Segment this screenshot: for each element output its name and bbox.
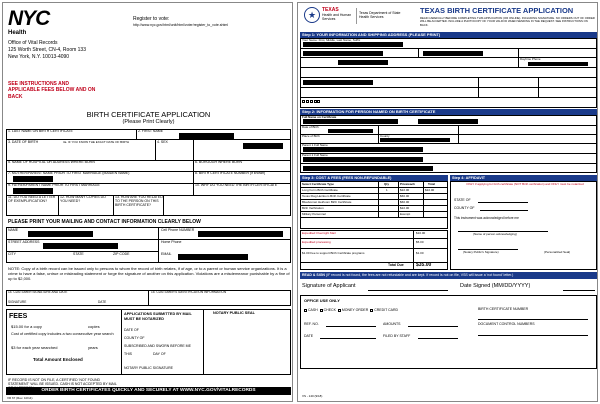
step1-checkboxes[interactable]: [302, 99, 320, 103]
customer-signature: 14. CUSTOMER SIGNATURE AND DATE: [8, 290, 68, 294]
fee-search-note: Cost of certified copy includes a two consecutive year search: [11, 332, 114, 336]
step2-county-field[interactable]: County: [380, 134, 390, 138]
notary-county: COUNTY OF: [124, 336, 145, 340]
nyc-form-number: VR 67 (Rev. 10/14): [7, 396, 33, 400]
nyc-logo-sub: Health: [8, 30, 27, 36]
date-label[interactable]: DATE: [98, 300, 107, 304]
affidavit-sworn: This instrument was acknowledged before me: [454, 216, 519, 220]
field-certificate-number[interactable]: 8. BIRTH CERTIFICATE NUMBER (if known): [195, 171, 266, 175]
col-cert-type: Select Certificate Type: [302, 181, 334, 186]
agency-line-3: Texas Department of State: [359, 11, 401, 15]
fee-copy: $15.00 for a copy: [11, 324, 42, 329]
cell-phone[interactable]: Cell Phone NUMBER: [161, 228, 195, 232]
mailing-city[interactable]: CITY: [8, 252, 16, 256]
mailing-state[interactable]: STATE: [73, 252, 84, 256]
cert-military[interactable]: Military Personnel: [302, 211, 326, 216]
payment-options[interactable]: [304, 308, 398, 312]
date-signed[interactable]: Date Signed (MM/DD/YYYY): [460, 283, 531, 289]
office-city: New York, N.Y. 10013-4090: [8, 54, 70, 60]
texas-birth-certificate-form: [297, 2, 598, 402]
home-phone[interactable]: Home Phone: [161, 240, 182, 244]
step1-name-field[interactable]: Your Name: First, Middle, Last Name, Suffix: [302, 38, 361, 42]
mailing-street[interactable]: STREET ADDRESS: [8, 240, 40, 244]
cert-long-form-qty[interactable]: 1: [386, 187, 388, 192]
ship-expedited-price: $5.00: [416, 240, 424, 244]
fee-years-unit: years: [88, 345, 98, 350]
field-hospital[interactable]: 5. NAME OF HOSPITAL OR ADDRESS WHERE BORN: [8, 160, 95, 164]
cert-number[interactable]: BIRTH CERTIFICATE NUMBER: [478, 307, 529, 311]
footer-bar: [6, 387, 291, 395]
field-reason[interactable]: 10. WHY DO YOU NEED THE BIRTH CERTIFICATE: [195, 183, 278, 187]
affidavit-notary: (Notary Public's Signature): [463, 250, 499, 254]
total-due-label: Total Due: [388, 263, 404, 267]
step4-heading: Step 4: AFFIDAVIT: [452, 176, 486, 180]
read-sign-bar: [300, 272, 597, 279]
step2-dob-field[interactable]: Date of Birth: [302, 125, 319, 129]
notary-day: DAY OF: [153, 352, 166, 356]
ship-donation-price: $1.00: [416, 251, 424, 255]
col-qty: Qty: [384, 181, 390, 186]
office-use-box: [300, 295, 597, 369]
cert-long-form-total: $22.00: [425, 187, 435, 192]
cert-long-form-price: $22.00: [400, 187, 410, 192]
read-sign-label: READ & SIGN: [302, 273, 325, 277]
step3-heading: Step 3: COST & FEES (FEES NON-REFUNDABLE): [302, 176, 392, 180]
register-label: Register to vote:: [133, 16, 170, 22]
mail-notarized: APPLICATIONS SUBMITTED BY MAIL MUST BE NOTARIZED: [124, 312, 192, 321]
cert-bluebonnet-price: $60.00: [400, 199, 410, 204]
notary-subscribed: SUBSCRIBED AND SWORN BEFORE ME: [124, 344, 191, 348]
cert-texas-flag-price: $60.00: [400, 193, 410, 198]
field-sex[interactable]: 4. SEX: [157, 140, 168, 144]
texas-seal-icon: ★: [304, 7, 320, 23]
fee-copies: copies: [88, 324, 100, 329]
office-use-heading: OFFICE USE ONLY: [304, 298, 340, 303]
step1-heading: Step 1: YOUR INFORMATION AND SHIPPING ADDRESS (PLEASE PRINT): [302, 32, 441, 37]
field-exemplification[interactable]: 11. DO YOU NEED A LETTER OF EXEMPLIFICATION?: [8, 195, 56, 203]
applicant-signature[interactable]: Signature of Applicant: [302, 283, 356, 289]
office-date[interactable]: DATE: [304, 334, 314, 338]
field-father-name[interactable]: 9. FATHER/PARENT NAME PRIOR TO FIRST MARRIAGE: [8, 183, 100, 187]
cert-verification[interactable]: Birth Verification: [302, 205, 324, 210]
cert-bluebonnet[interactable]: Bluebonnet Heirloom Birth Certificate: [302, 199, 352, 204]
affidavit-person: (Name of person acknowledging): [473, 232, 518, 236]
field-last-name[interactable]: 1. LAST NAME ON BIRTH CERTIFICATE: [8, 129, 73, 133]
affidavit-note: ONLY if applying for birth certificate (NOT Birth verification) and ONLY must be notarized: [466, 182, 584, 186]
nyc-birth-certificate-form: [2, 2, 293, 402]
cert-verification-price: $22.00: [400, 205, 410, 210]
form-title: BIRTH CERTIFICATE APPLICATION: [86, 110, 211, 119]
register-url[interactable]: http://www.nyc.gov/html/unit/html/voter/register_to_vote.shtml: [133, 23, 229, 27]
cert-military-price: Exempt: [400, 211, 411, 216]
notary-signature: NOTARY PUBLIC SIGNATURE: [124, 366, 173, 370]
ship-donation[interactable]: $1.00 Fee to support Birth Certificate programs: [302, 251, 365, 255]
field-borough[interactable]: 6. BOROUGH WHERE BORN: [195, 160, 243, 164]
office-address: 125 Worth Street, CN-4, Room 133: [8, 47, 86, 53]
fee-total: Total Amount Enclosed: [33, 357, 83, 362]
field-date-of-birth[interactable]: 3. DATE OF BIRTH: [8, 140, 39, 144]
form-subtitle: (Please Print Clearly): [122, 119, 175, 125]
affidavit-seal: (Personalized Seal): [544, 250, 571, 254]
affidavit-state[interactable]: STATE OF: [454, 198, 471, 202]
step2-heading: Step 2: INFORMATION FOR PERSON NAMED ON BIRTH CERTIFICATE: [302, 109, 436, 114]
total-due-value: $35.00: [416, 262, 432, 268]
step1-phone-field[interactable]: Daytime Phone: [520, 57, 541, 61]
field-mother-name[interactable]: 7. MOTHER/PARENT NAME PRIOR TO FIRST MARRIAGE (MAIDEN NAME): [8, 171, 130, 175]
not-found-note: IF RECORD IS NOT ON FILE, A CERTIFIED 'NOT FOUND STATEMENT' WILL BE ISSUED. CASH IS NOT ACCEPTED BY MAIL: [8, 378, 117, 387]
fees-heading: FEES: [9, 313, 28, 320]
signature-label[interactable]: SIGNATURE: [8, 300, 27, 304]
customer-id: 15. CUSTOMER'S IDENTIFICATION INFORMATION: [151, 290, 227, 294]
step2-name-field[interactable]: Full Name on Certificate: [302, 115, 337, 119]
see-instructions: SEE INSTRUCTIONS AND APPLICABLE FEES BELOW AND ON BACK: [8, 81, 96, 100]
cert-long-form[interactable]: Long Form Birth Certificate: [302, 187, 338, 192]
tx-warning: READ CAREFULLY BEFORE COMPLETING THIS APPLICATION (OR ONLINE). INCLUDING SIGNATURE. NO ORDERS OUT OF ORDER WILL BE ACCEPTED. INCLUDE A PHOTOCOPY OF YOUR VALID ID WHEN SENDING IN THE REQUEST. SEE INSTRUCTIONS ON BACK.: [420, 16, 595, 27]
step2-place-field[interactable]: Place of Birth: [302, 134, 320, 138]
col-total: Total: [428, 181, 435, 186]
field-copies[interactable]: 12. HOW MANY COPIES DO YOU NEED?: [60, 195, 106, 203]
pay-check[interactable]: CHECK: [323, 308, 336, 312]
ship-expedited[interactable]: Expedited processing: [302, 240, 331, 244]
email-field[interactable]: EMAIL: [161, 252, 172, 256]
cert-texas-flag[interactable]: Texas Flag Heirloom Birth Certificate: [302, 193, 351, 198]
field-first-name[interactable]: 2. FIRST NAME: [138, 129, 164, 133]
notary-seal: NOTARY PUBLIC SEAL: [213, 311, 255, 315]
mailing-heading: PLEASE PRINT YOUR MAILING AND CONTACT INFORMATION CLEARLY BELOW: [8, 219, 201, 225]
field-relationship[interactable]: 13. HOW ARE YOU RELATED TO THE PERSON ON THIS BIRTH CERTIFICATE?: [115, 195, 163, 207]
nyc-logo: NYC: [8, 7, 50, 30]
agency-line-1: Health and Human: [322, 13, 352, 17]
notary-date: DATE OF: [124, 328, 139, 332]
field-exact-date: 3a. IF YOU KNOW THE EXACT DATE OF BIRTH: [63, 140, 130, 144]
tx-form-title: TEXAS BIRTH CERTIFICATE APPLICATION: [420, 6, 574, 15]
ref-number[interactable]: REF. NO.: [304, 322, 319, 326]
agency-line-4: Health Services: [359, 15, 384, 19]
parent2-field[interactable]: Parent 2 Full Name: [302, 153, 328, 157]
pay-cash[interactable]: CASH: [307, 308, 318, 312]
doc-control[interactable]: DOCUMENT CONTROL NUMBERS: [478, 322, 535, 326]
fee-years: $3 for each year searched: [11, 345, 58, 350]
agency-line-2: Services: [322, 17, 336, 21]
ship-overnight[interactable]: Expedited Overnight Mail: [302, 231, 336, 235]
notary-this: THIS: [124, 352, 132, 356]
texas-seal-name: TEXAS: [322, 7, 339, 13]
mailing-name[interactable]: NAME: [8, 228, 19, 232]
pay-money-order[interactable]: MONEY ORDER: [341, 308, 369, 312]
affidavit-county[interactable]: COUNTY OF: [454, 206, 475, 210]
mailing-zip[interactable]: ZIP CODE: [113, 252, 130, 256]
pay-credit-card[interactable]: CREDIT CARD: [374, 308, 399, 312]
filed-by-staff[interactable]: FILED BY STAFF: [383, 334, 411, 338]
footer-text[interactable]: ORDER BIRTH CERTIFICATES QUICKLY AND SECURELY AT WWW.NYC.GOV/VITALRECORDS: [41, 388, 256, 393]
amounts[interactable]: AMOUNTS: [383, 322, 401, 326]
tx-form-number: VS - 140 (9/18): [302, 394, 323, 398]
legal-note: NOTE: Copy of a birth record can be issued only to persons to whom the record of birth relates, if of age, or to a parent or human service organizations. It is a crime to have a false, untrue or misleading statement or forge the signature of another on this application. Violations are a misdemeanor punishable by a fine of up to $2,000.: [8, 266, 290, 281]
col-price: Price/each: [400, 181, 416, 186]
read-sign-text: (IF record is not found, the fees are not refundable and are kept. If record is not on file, VSS will issue a 'not found' letter.): [325, 273, 514, 277]
office-name: Office of Vital Records: [8, 40, 58, 46]
ship-overnight-price: $10.00: [416, 231, 426, 235]
parent1-field[interactable]: Parent 1 Full Name: [302, 143, 328, 147]
